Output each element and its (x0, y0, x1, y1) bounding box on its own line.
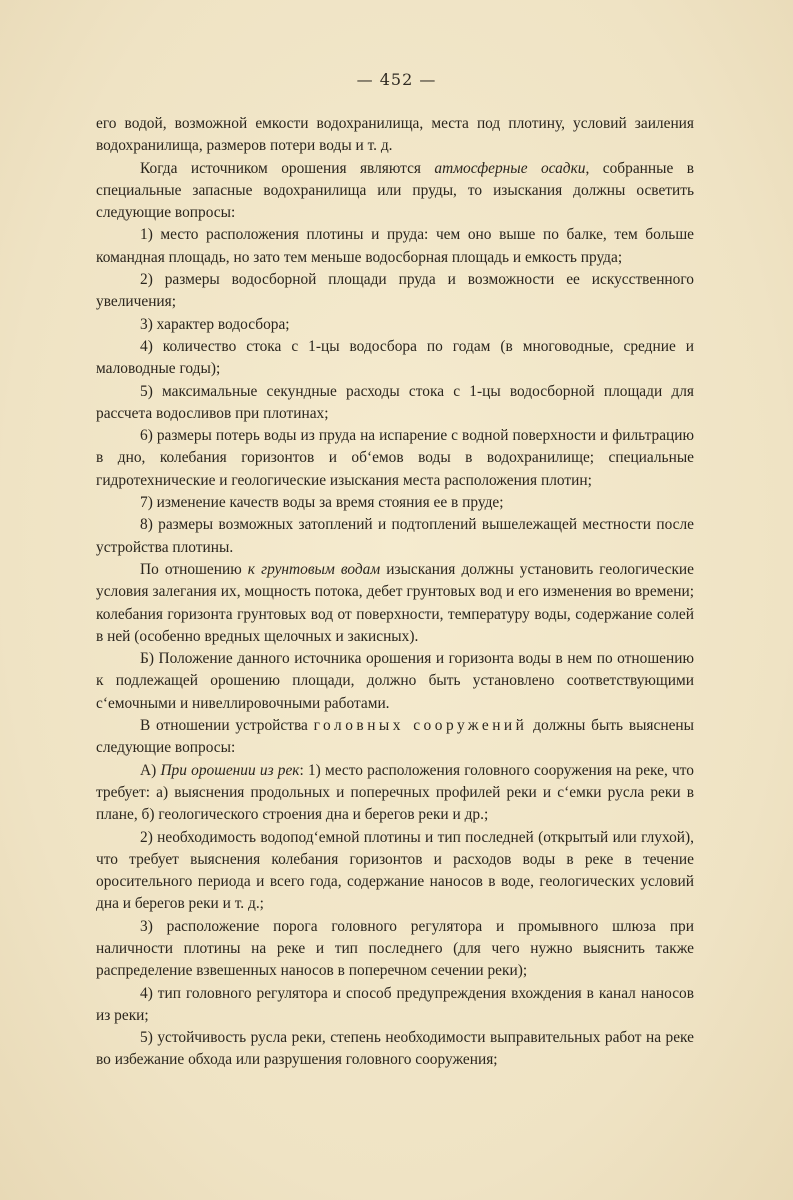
paragraph (96, 425, 694, 492)
text-segment: должны быть выяснены следующие вопросы: (96, 717, 694, 757)
text-segment: 7) изменение качеств воды за время стояния ее в пруде; (140, 494, 504, 512)
text-segment: 1) место расположения плотины и пруда: чем оно выше по балке, тем больше командная площадь, но зато тем меньше водосборная площадь и емкость пруда; (96, 226, 694, 266)
paragraph (96, 559, 694, 648)
paragraph (96, 224, 694, 269)
text-segment: : 1) место расположения головного сооружения на реке, что требует: а) выяснения продольных и поперечных профилей реки и с‘емки русла реки в плане, б) геологического строения дна и берегов реки и др.; (96, 761, 694, 824)
text-segment: 3) характер водосбора; (140, 315, 290, 333)
text-segment: 4) тип головного регулятора и способ предупреждения вхождения в канал наносов из реки; (96, 984, 694, 1024)
text-segment: А) (140, 761, 161, 779)
text-segment: 8) размеры возможных затоплений и подтоплений вышележащей местности после устройства плотины. (96, 516, 694, 556)
paragraph (96, 648, 694, 715)
text-segment: 5) устойчивость русла реки, степень необходимости выправительных работ на реке во избежание обхода или разрушения головного сооружения; (96, 1029, 694, 1069)
paragraph (96, 715, 694, 760)
page-number: — 452 — (356, 70, 437, 89)
paragraph (96, 336, 694, 381)
paragraph (96, 760, 694, 827)
paragraph (96, 492, 694, 514)
text-segment: 6) размеры потерь воды из пруда на испарение с водной поверхности и фильтрацию в дно, колебания горизонтов и об‘емов воды в водохранилище; специальные гидротехнические и геологические изыскания места расположения плотин; (96, 427, 694, 489)
paragraph (96, 916, 694, 983)
text-segment: 3) расположение порога головного регулятора и промывного шлюза при наличности плотины на реке и тип последнего (для чего нужно выяснить также распределение взвешенных наносов в поперечном сечении реки); (96, 917, 694, 980)
paragraph (96, 314, 694, 336)
text-segment: 5) максимальные секундные расходы стока с 1-цы водосборной площади для рассчета водосливов при плотинах; (96, 382, 694, 422)
text-segment: 4) количество стока с 1-цы водосбора по годам (в многоводные, средние и маловодные годы); (96, 337, 694, 378)
text-segment: По отношению (140, 560, 248, 578)
paragraph (96, 827, 694, 916)
paragraph (96, 983, 694, 1028)
italic-phrase: к грунтовым водам (247, 560, 381, 578)
text-segment: В отношении устройства (140, 717, 314, 735)
text-segment: 2) необходимость водопод‘емной плотины и тип последней (открытый или глухой), что требует выяснения колебания горизонтов и расходов воды в реке в течение оросительного периода и всего года, содержание наносов в воде, геологических условий дна и берегов реки и т. д.; (96, 828, 694, 913)
text-segment: Когда источником орошения являются (140, 159, 435, 177)
paragraph (96, 113, 694, 158)
text-segment: изыскания должны установить геологические условия залегания их, мощность потока, дебет грунтовых вод и его изменения во времени; колебания горизонта грунтовых вод от поверхности, температуру воды, содержание солей в ней (особенно вредных щелочных и закисных). (96, 560, 694, 645)
spaced-phrase: головных сооружений (313, 717, 528, 735)
paragraph (96, 381, 694, 426)
text-segment: , собранные в специальные запасные водохранилища или пруды, то изыскания должны осветить следующие вопросы: (96, 159, 694, 222)
paragraph (96, 514, 694, 559)
paragraph (96, 158, 694, 225)
paragraph (96, 269, 694, 314)
italic-phrase: атмосферные осадки (434, 159, 586, 177)
italic-phrase: При орошении из рек (160, 761, 300, 779)
text-segment: 2) размеры водосборной площади пруда и возможности ее искусственного увеличения; (96, 271, 694, 311)
body-text (96, 113, 694, 1072)
text-segment: его водой, возможной емкости водохранилища, места под плотину, условий заиления водохранилища, размеров потери воды и т. д. (96, 115, 694, 155)
paragraph (96, 1027, 694, 1072)
text-segment: Б) Положение данного источника орошения и горизонта воды в нем по отношению к подлежащей орошению площади, должно быть установлено соответствующими с‘емочными и нивеллировочными работами. (96, 650, 694, 712)
